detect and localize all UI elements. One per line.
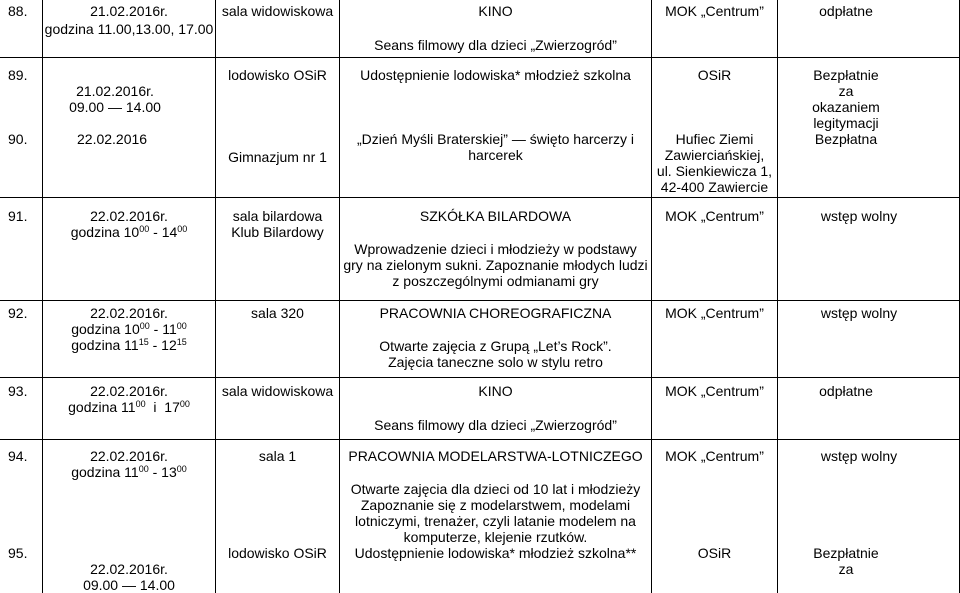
date-text: 22.02.2016r. [90,448,168,464]
fee-cell: wstęp wolny [820,208,898,224]
row-number: 90. [8,131,28,147]
event-line: Zajęcia taneczne solo w stylu retro [388,354,603,370]
organizer-cell: MOK „Centrum” [665,208,764,224]
fee-cell: wstęp wolny [820,305,898,321]
organizer-cell: OSiR [697,67,732,83]
event-cell [340,131,651,163]
organizer-line: Zawierciańskiej, [664,147,765,163]
place-cell: sala 320 [251,305,304,321]
row-number: 95. [8,545,28,561]
organizer-cell: MOK „Centrum” [665,305,764,321]
organizer-cell: MOK „Centrum” [665,448,764,464]
time-text: godzina 11.00,13.00, 17.00 [44,21,214,37]
place-cell: sala 1 [258,448,297,464]
event-cell: Udostępnienie lodowiska* młodzież szkolna** [354,545,637,561]
organizer-cell [652,131,777,195]
time-text: godzina $11^{00} - 13^{00}$ [71,464,187,480]
organizer-line: Hufiec Ziemi [675,131,754,147]
date-cell [43,383,215,415]
row-number: 94. [8,448,28,464]
place-cell: lodowisko OSiR [228,67,327,83]
fee-line: legitymacji [813,115,879,131]
organizer-cell: OSiR [697,545,732,561]
place-line: sala bilardowa [232,208,323,224]
event-title: PRACOWNIA MODELARSTWA-LOTNICZEGO [348,448,643,464]
event-cell [340,3,651,53]
event-line: gry na zielonym sukni. Zapoznanie młodych ludzi [343,257,648,273]
date-text: 22.02.2016 [77,131,148,147]
place-cell: lodowisko OSiR [228,545,327,561]
place-cell [216,208,339,240]
event-description: Seans filmowy dla dzieci „Zwierzogród” [374,37,617,53]
row-number: 89. [8,67,28,83]
fee-cell: odpłatne [819,383,873,399]
event-cell [340,383,651,433]
event-title: „Dzień Myśli Braterskiej” — święto harcerzy i [357,131,634,147]
fee-line: Bezpłatnie [813,67,879,83]
fee-line: okazaniem [812,99,880,115]
time-text: godzina $11^{15} - 12^{15}$ [71,337,187,353]
event-cell: Udostępnienie lodowiska* młodzież szkolna [360,67,631,83]
event-line: z poszczególnymi odmianami gry [392,273,599,289]
event-title: PRACOWNIA CHOREOGRAFICZNA [379,305,612,321]
row-border [0,439,960,440]
time-text: 09.00 — 14.00 [83,577,175,593]
row-border [0,300,960,301]
event-line: komputerze, klejenie rzutków. [403,529,588,545]
column-border [215,0,216,593]
fee-cell [778,67,914,131]
time-text: godzina $10^{00} - 14^{00}$ [70,224,188,240]
date-cell [43,3,215,37]
fee-line: Bezpłatnie [813,545,879,561]
date-text: 21.02.2016r. [90,3,168,19]
row-border [0,57,960,58]
event-line: Otwarte zajęcia z Grupą „Let’s Rock”. [379,338,612,354]
row-border [0,197,960,198]
event-title: SZKÓŁKA BILARDOWA [419,208,572,224]
event-cell [340,448,651,545]
time-text: 09.00 — 14.00 [69,99,161,115]
organizer-line: ul. Sienkiewicza 1, [656,163,773,179]
fee-cell: odpłatne [819,3,873,19]
fee-cell: Bezpłatna [814,131,878,147]
time-text: godzina $11^{00}$ i $17^{00}$ [68,399,190,415]
time-text: godzina $10^{00} - 11^{00}$ [71,321,187,337]
event-title: KINO [478,383,513,399]
date-cell [43,208,215,240]
date-text: 22.02.2016r. [90,561,168,577]
row-number: 92. [8,305,28,321]
event-cell [340,305,651,370]
place-line: Klub Bilardowy [231,224,324,240]
row-number: 91. [8,208,28,224]
fee-line: za [838,561,854,577]
row-number: 88. [8,3,28,19]
date-cell [43,305,215,353]
date-text: 22.02.2016r. [90,383,168,399]
fee-cell [778,545,914,577]
event-title: KINO [478,3,513,19]
date-text: 21.02.2016r. [76,83,154,99]
event-description: Seans filmowy dla dzieci „Zwierzogród” [374,417,617,433]
event-title-cont: harcerek [468,147,523,163]
row-number: 93. [8,383,28,399]
organizer-line: 42-400 Zawiercie [660,179,769,195]
date-text: 22.02.2016r. [90,208,168,224]
date-cell [43,448,215,480]
fee-line: za [838,83,854,99]
event-cell [340,208,651,289]
event-line: Wprowadzenie dzieci i młodzieży w podstawy [354,241,637,257]
event-line: Zapoznanie się z modelarstwem, modelami [360,497,631,513]
date-cell [43,561,215,593]
date-text: 22.02.2016r. [90,305,168,321]
place-cell: Gimnazjum nr 1 [228,149,327,165]
date-cell [43,83,187,115]
organizer-cell: MOK „Centrum” [665,383,764,399]
place-cell: sala widowiskowa [221,3,334,19]
fee-cell: wstęp wolny [820,448,898,464]
row-border [0,377,960,378]
event-line: lotniczymi, trenażer, czyli latanie modelem na [355,513,636,529]
organizer-cell: MOK „Centrum” [665,3,764,19]
place-cell: sala widowiskowa [221,383,334,399]
column-border [651,0,652,593]
event-line: Otwarte zajęcia dla dzieci od 10 lat i młodzieży [350,481,641,497]
